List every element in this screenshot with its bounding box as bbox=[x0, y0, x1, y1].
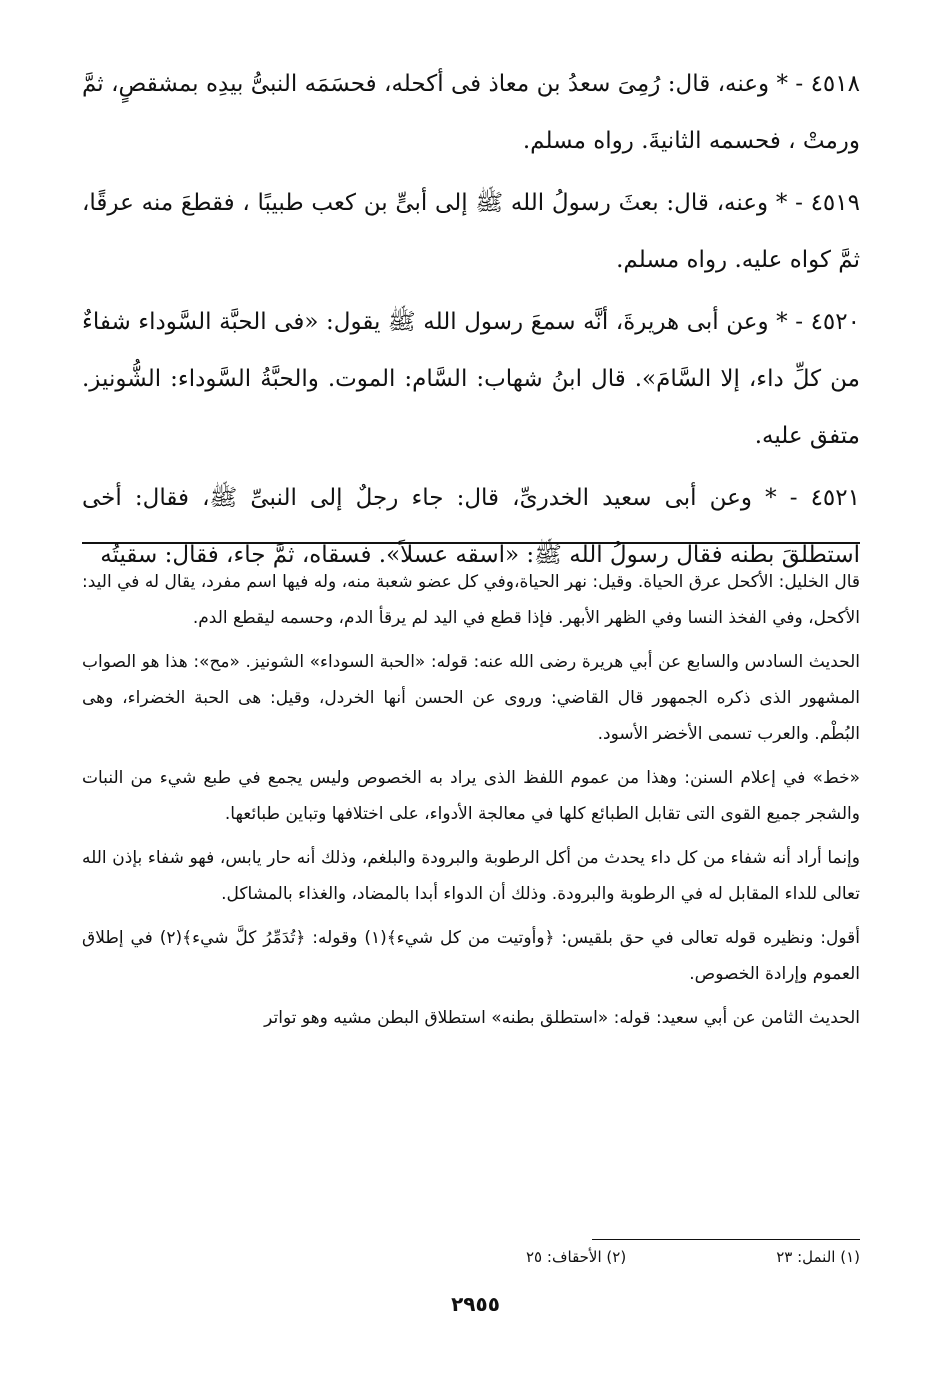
commentary-paragraph: قال الخليل: الأكحل عرق الحياة. وقيل: نهر الحياة،وفي كل عضو شعبة منه، وله فيها اسم مفرد، يقال له في اليد: الأكحل، وفي الفخذ النسا وفي الظهر الأبهر. فإذا قطع في اليد لم يرقأ الدم، وحسمه ليقطع الدم. bbox=[82, 572, 860, 628]
hadith-4520: ٤٥٢٠ - * وعن أبى هريرةَ، أنَّه سمعَ رسول الله ﷺ يقول: «فى الحبَّة السَّوداء شفاءٌ من كلِّ داء، إلا السَّامَ». قال ابنُ شهاب: السَّام: الموت. والحبَّةُ السَّوداء: الشُّونيز. متفق عليه. bbox=[82, 309, 860, 449]
commentary-section bbox=[82, 564, 860, 1044]
footnote-divider bbox=[592, 1239, 860, 1240]
commentary-paragraph: وإنما أراد أنه شفاء من كل داء يحدث من أكل الرطوبة والبرودة والبلغم، وذلك أنه حار يابس، فهو شفاء بإذن الله تعالى للداء المقابل له في الرطوبة والبرودة. وذلك أن الدواء أبدا بالمضاد، والغذاء بالمشاكل. bbox=[82, 848, 860, 904]
commentary-paragraph: الحديث الثامن عن أبي سعيد: قوله: «استطلق بطنه» استطلاق البطن مشيه وهو تواتر bbox=[264, 1008, 860, 1028]
hadith-4519: ٤٥١٩ - * وعنه، قال: بعثَ رسولُ الله ﷺ إلى أبىٍّ بن كعب طبيبًا ، فقطعَ منه عرقًا، ثمَّ كواه عليه. رواه مسلم. bbox=[82, 190, 860, 273]
section-divider bbox=[82, 542, 860, 544]
hadith-4518: ٤٥١٨ - * وعنه، قال: رُمِىَ سعدُ بن معاذ فى أكحله، فحسَمَه النبىُّ بيدِه بمشقصٍ، ثمَّ ورمتْ ، فحسمه الثانيةَ. رواه مسلم. bbox=[82, 71, 860, 154]
hadith-section bbox=[82, 56, 860, 584]
footnote-2: (٢) الأحقاف: ٢٥ bbox=[526, 1248, 627, 1266]
commentary-paragraph: «خط» في إعلام السنن: وهذا من عموم اللفظ الذى يراد به الخصوص وليس يجمع في طبع شيء من النبات والشجر جميع القوى التى تقابل الطبائع كلها في معالجة الأدواء، على اختلافها وتباين طبائعها. bbox=[82, 768, 860, 824]
hadith-4521: ٤٥٢١ - * وعن أبى سعيد الخدرىِّ، قال: جاء رجلٌ إلى النبىِّ ﷺ، فقال: أخى استطلقَ بطنه فقال رسولُ الله ﷺ: «اسقه عسلاً». فسقاه، ثمَّ جاء، فقال: سقيتُه bbox=[82, 485, 860, 568]
commentary-paragraph: أقول: ونظيره قوله تعالى في حق بلقيس: ﴿وأوتيت من كل شيء﴾(١) وقوله: ﴿تُدَمِّرُ كلَّ شيء﴾(٢) في إطلاق العموم وإرادة الخصوص. bbox=[82, 928, 860, 984]
footnote-1: (١) النمل: ٢٣ bbox=[776, 1248, 860, 1266]
commentary-paragraph: الحديث السادس والسابع عن أبي هريرة رضى الله عنه: قوله: «الحبة السوداء» الشونيز. «مح»: هذا هو الصواب المشهور الذى ذكره الجمهور قال القاضي: وروى عن الحسن أنها الخردل، وقيل: هى الحبة الخضراء، وهى البُطْم. والعرب تسمى الأخضر الأسود. bbox=[82, 652, 860, 744]
page-number: ٢٩٥٥ bbox=[451, 1292, 500, 1316]
footnotes bbox=[430, 1248, 860, 1266]
